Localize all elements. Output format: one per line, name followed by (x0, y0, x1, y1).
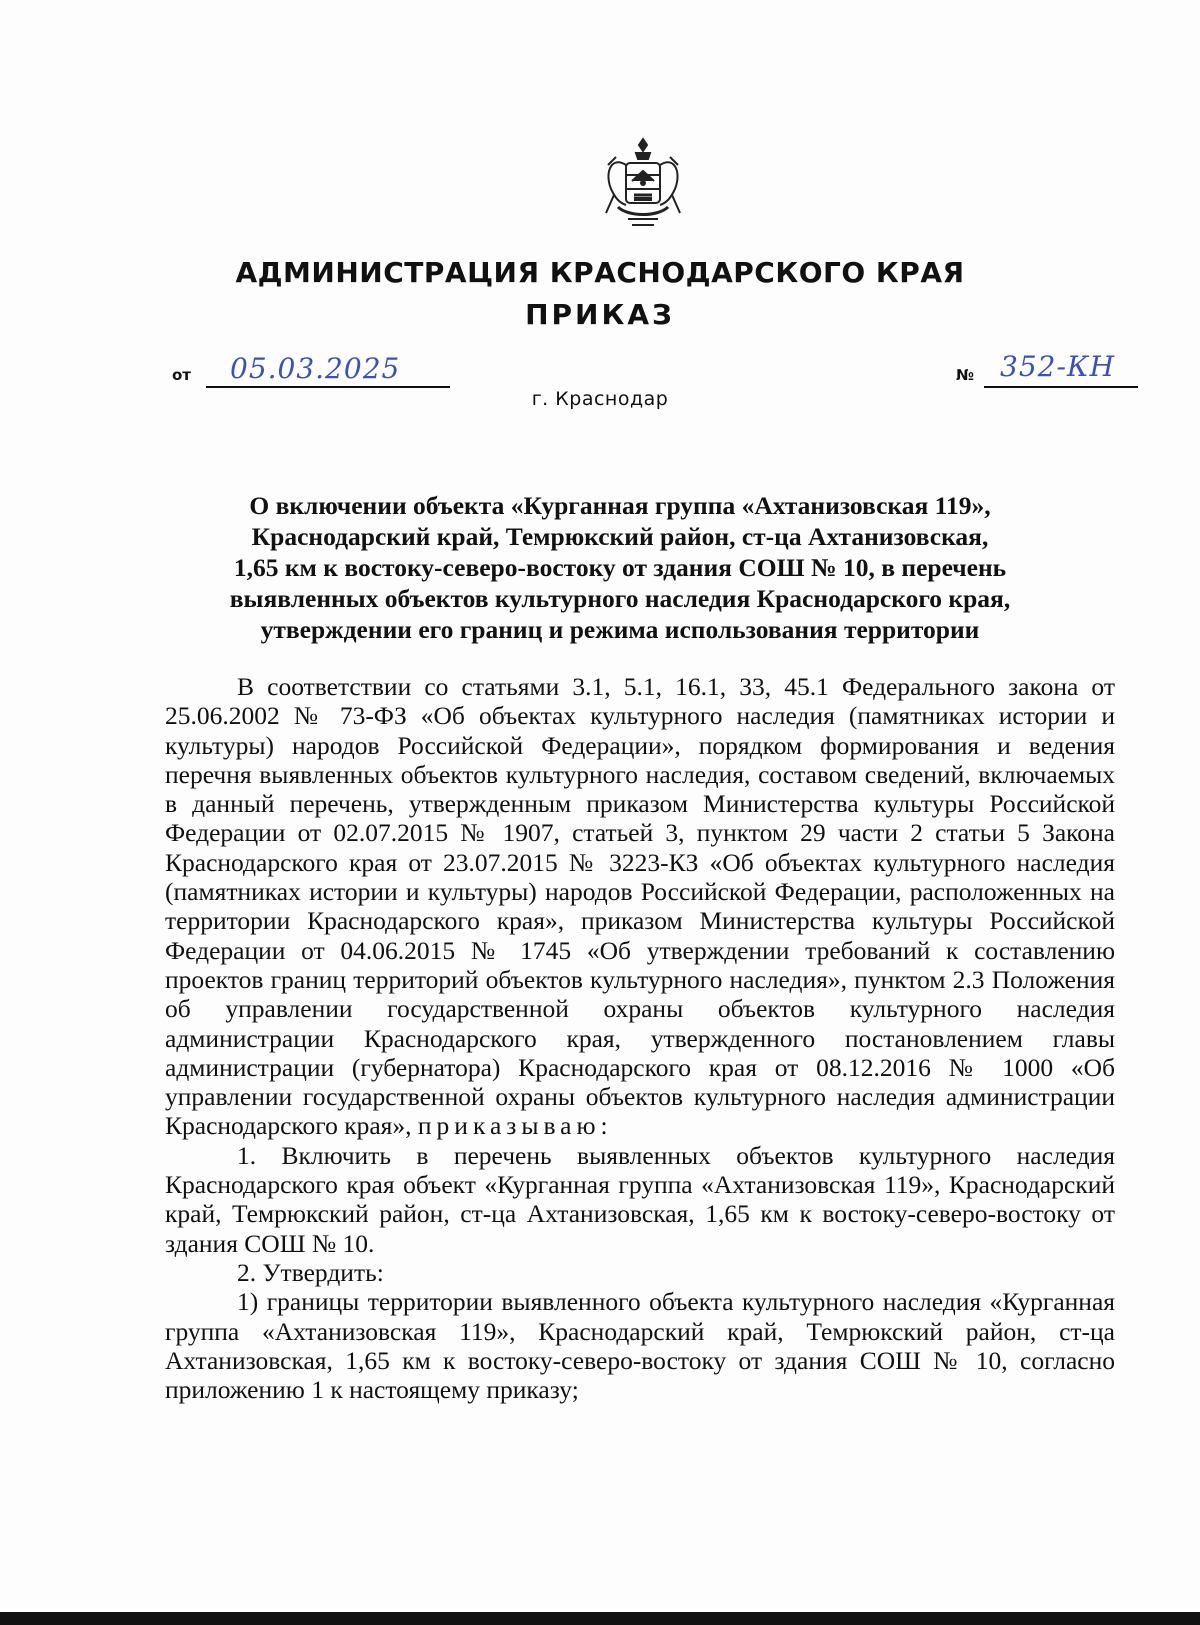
date-label: от (172, 366, 191, 384)
subject-line: утверждении его границ и режима использования территории (260, 615, 980, 644)
preamble-text: В соответствии со статьями 3.1, 5.1, 16.1, 33, 45.1 Федерального закона от 25.06.2002 № 73-ФЗ «Об объектах культурного наследия (памятниках истории и культуры) народов Российской Федерации», порядком формирования и ведения перечня выявленных объектов культурного наследия, составом сведений, включаемых в данный перечень, утвержденным приказом Министерства культуры Российской Федерации от 02.07.2015 № 1907, статьей 3, пунктом 29 части 2 статьи 5 Закона Краснодарского края от 23.07.2015 № 3223-КЗ «Об объектах культурного наследия (памятниках истории и культуры) народов Российской Федерации, расположенных на территории Краснодарского края», приказом Министерства культуры Российской Федерации от 04.06.2015 № 1745 «Об утверждении требований к составлению проектов границ территорий объектов культурного наследия», пунктом 2.3 Положения об управлении государственной охраны объектов культурного наследия администрации Краснодарского края, утвержденного постановлением главы администрации (губернатора) Краснодарского края от 08.12.2016 № 1000 «Об управлении государственной охраны объектов культурного наследия администрации Краснодарского края», (165, 672, 1115, 1141)
subject-line: 1,65 км к востоку-северо-востоку от здания СОШ № 10, в перечень (233, 553, 1007, 582)
number-label: № (956, 366, 975, 384)
organization-title: АДМИНИСТРАЦИЯ КРАСНОДАРСКОГО КРАЯ (235, 256, 965, 289)
order-word: приказываю: (417, 1111, 613, 1141)
order-subject (190, 490, 1050, 645)
subject-line: О включении объекта «Курганная группа «Ахтанизовская 119», (249, 491, 991, 520)
scan-bottom-edge (0, 1612, 1200, 1625)
krasnodar-coat-of-arms-icon (598, 135, 688, 235)
subject-line: Краснодарский край, Темрюкский район, ст-ца Ахтанизовская, (251, 522, 989, 551)
preamble-paragraph (165, 672, 1115, 1141)
city-label: г. Краснодар (531, 388, 669, 410)
document-type-title: ПРИКАЗ (525, 298, 675, 331)
item-2-paragraph: 2. Утвердить: (237, 1257, 384, 1287)
order-body (165, 672, 1115, 1404)
handwritten-number: 352-КН (1000, 350, 1115, 383)
subject-line: выявленных объектов культурного наследия Краснодарского края, (229, 584, 1011, 613)
handwritten-date: 05.03.2025 (230, 352, 401, 385)
item-2-1-paragraph: 1) границы территории выявленного объекта культурного наследия «Курганная группа «Ахтанизовская 119», Краснодарский край, Темрюкский район, ст-ца Ахтанизовская, 1,65 км к востоку-северо-востоку от здания СОШ № 10, согласно приложению 1 к настоящему приказу; (165, 1287, 1115, 1405)
item-1-paragraph: 1. Включить в перечень выявленных объектов культурного наследия Краснодарского края объект «Курганная группа «Ахтанизовская 119», Краснодарский край, Темрюкский район, ст-ца Ахтанизовская, 1,65 км к востоку-северо-востоку от здания СОШ № 10. (165, 1140, 1115, 1258)
